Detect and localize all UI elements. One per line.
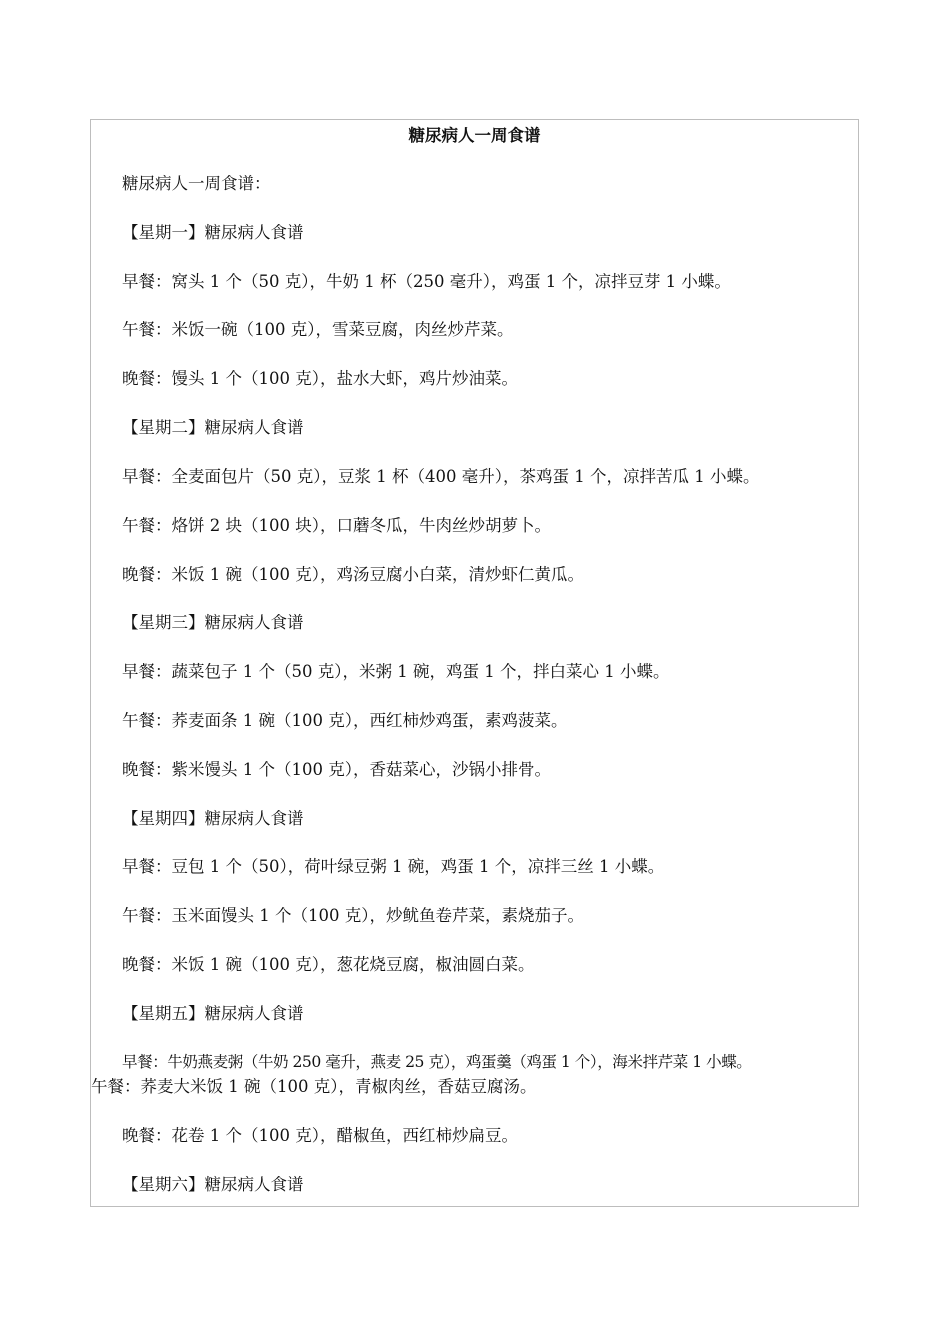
day-heading-friday: 【星期五】糖尿病人食谱 — [122, 1004, 304, 1023]
tuesday-lunch: 午餐：烙饼 2 块（100 块），口蘑冬瓜，牛肉丝炒胡萝卜。 — [122, 516, 551, 535]
wednesday-breakfast: 早餐：蔬菜包子 1 个（50 克），米粥 1 碗，鸡蛋 1 个，拌白菜心 1 小蝶。 — [122, 662, 670, 681]
intro-text: 糖尿病人一周食谱： — [122, 174, 271, 193]
tuesday-breakfast: 早餐：全麦面包片（50 克），豆浆 1 杯（400 毫升），茶鸡蛋 1 个，凉拌苦瓜 1 小蝶。 — [122, 467, 760, 486]
friday-lunch: 午餐：荞麦大米饭 1 碗（100 克），青椒肉丝，香菇豆腐汤。 — [91, 1077, 537, 1096]
day-heading-monday: 【星期一】糖尿病人食谱 — [122, 223, 304, 242]
wednesday-dinner: 晚餐：紫米馒头 1 个（100 克），香菇菜心，沙锅小排骨。 — [122, 760, 551, 779]
monday-lunch: 午餐：米饭一碗（100 克），雪菜豆腐，肉丝炒芹菜。 — [122, 320, 514, 339]
friday-breakfast: 早餐：牛奶燕麦粥（牛奶 250 毫升，燕麦 25 克），鸡蛋羹（鸡蛋 1 个），海米拌芹菜 1 小蝶。 — [122, 1053, 752, 1071]
thursday-lunch: 午餐：玉米面馒头 1 个（100 克），炒鱿鱼卷芹菜，素烧茄子。 — [122, 906, 584, 925]
tuesday-dinner: 晚餐：米饭 1 碗（100 克），鸡汤豆腐小白菜，清炒虾仁黄瓜。 — [122, 565, 584, 584]
monday-breakfast: 早餐：窝头 1 个（50 克），牛奶 1 杯（250 毫升），鸡蛋 1 个，凉拌豆芽 1 小蝶。 — [122, 272, 731, 291]
day-heading-saturday: 【星期六】糖尿病人食谱 — [122, 1175, 304, 1194]
document-title: 糖尿病人一周食谱 — [408, 126, 541, 145]
thursday-breakfast: 早餐：豆包 1 个（50），荷叶绿豆粥 1 碗，鸡蛋 1 个，凉拌三丝 1 小蝶。 — [122, 857, 665, 876]
day-heading-thursday: 【星期四】糖尿病人食谱 — [122, 809, 304, 828]
document-frame — [90, 119, 859, 1207]
day-heading-tuesday: 【星期二】糖尿病人食谱 — [122, 418, 304, 437]
thursday-dinner: 晚餐：米饭 1 碗（100 克），葱花烧豆腐，椒油圆白菜。 — [122, 955, 535, 974]
monday-dinner: 晚餐：馒头 1 个（100 克），盐水大虾，鸡片炒油菜。 — [122, 369, 518, 388]
friday-dinner: 晚餐：花卷 1 个（100 克），醋椒鱼，西红柿炒扁豆。 — [122, 1126, 518, 1145]
day-heading-wednesday: 【星期三】糖尿病人食谱 — [122, 613, 304, 632]
wednesday-lunch: 午餐：荞麦面条 1 碗（100 克），西红柿炒鸡蛋，素鸡菠菜。 — [122, 711, 568, 730]
